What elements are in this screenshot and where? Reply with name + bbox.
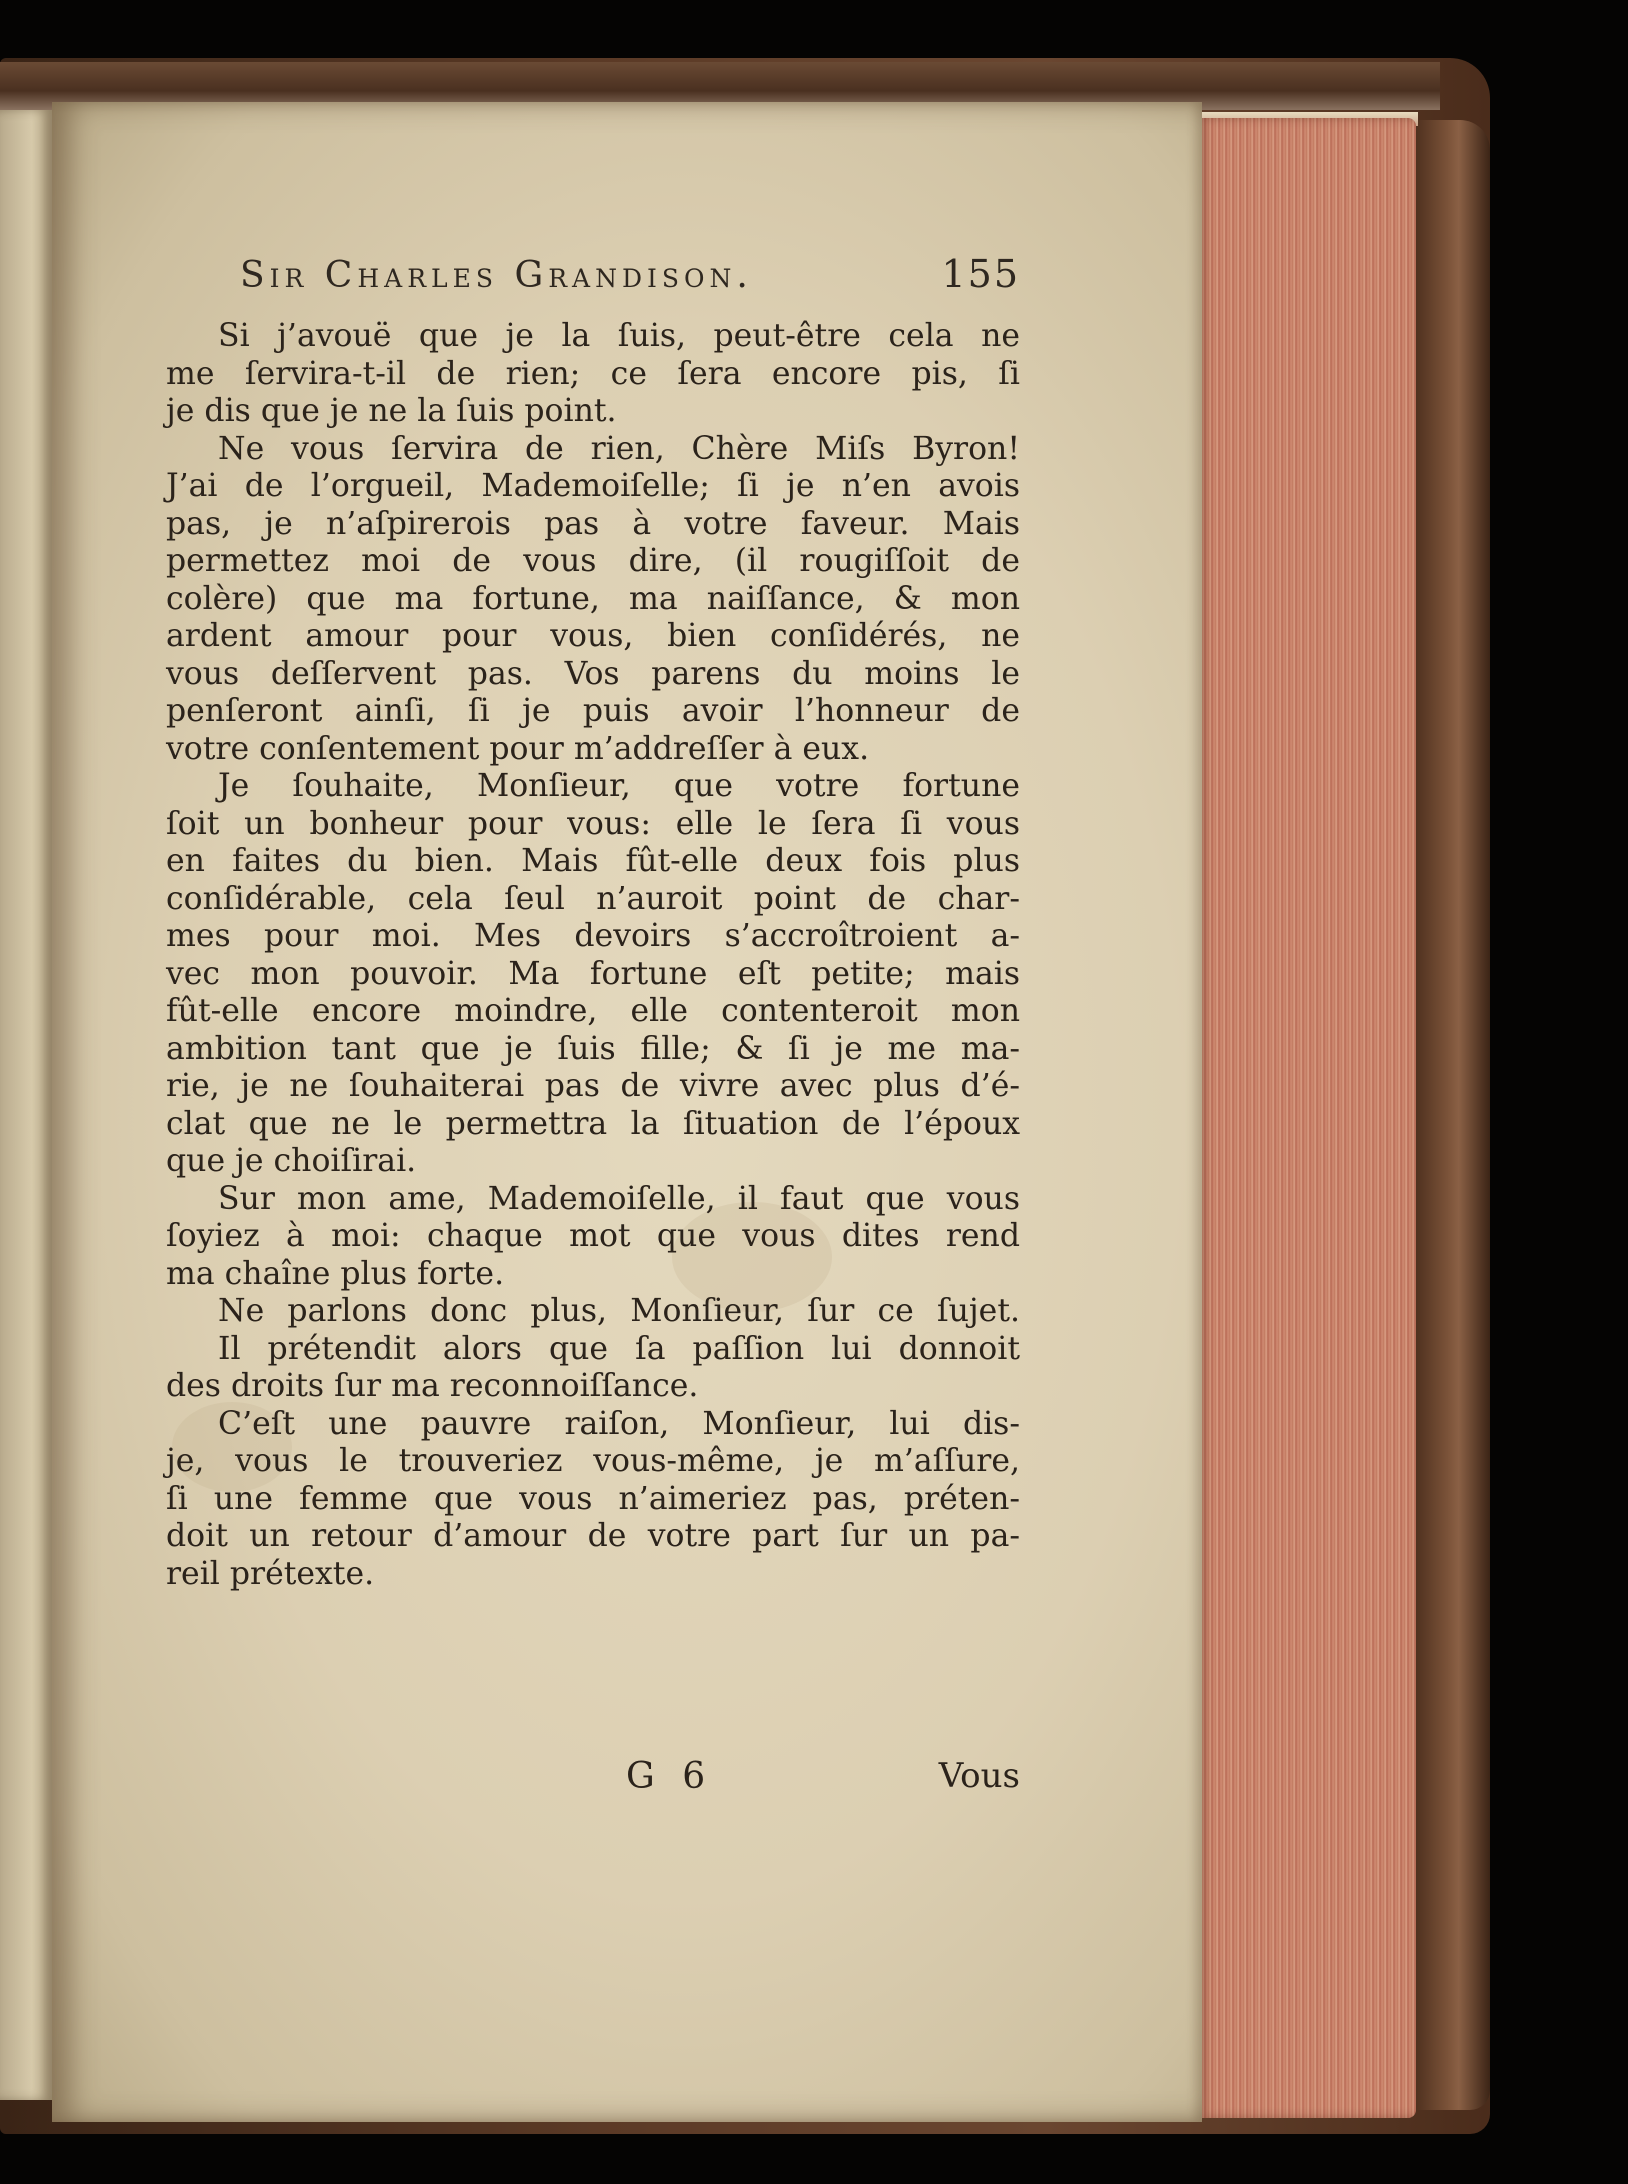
page-number: 155	[941, 252, 1020, 296]
text-line: conſidérable, cela ſeul n’auroit point de char-	[166, 880, 1020, 917]
text-line: Si j’avouë que je la ſuis, peut-être cela ne	[218, 318, 1020, 354]
text-line: J’ai de l’orgueil, Mademoiſelle; ſi je n’en avois	[166, 468, 1020, 504]
text-line: permettez moi de vous dire, (il rougiſſoit de	[166, 543, 1020, 579]
text-line: que je choiſirai.	[166, 1143, 417, 1179]
text-line: des droits ſur ma reconnoiſſance.	[166, 1368, 699, 1404]
text-line: pas, je n’aſpirerois pas à votre faveur. Mais	[166, 505, 1020, 542]
text-line: vous deſſervent pas. Vos parens du moins le	[166, 655, 1020, 692]
red-page-edges	[1198, 118, 1416, 2118]
text-line: Sur mon ame, Mademoiſelle, il faut que vous	[218, 1180, 1020, 1217]
text-line: ambition tant que je ſuis fille; & ſi je me ma-	[166, 1030, 1020, 1067]
text-line: rie, je ne ſouhaiterai pas de vivre avec plus d’é-	[166, 1068, 1020, 1104]
text-line: en faites du bien. Mais fût-elle deux fois plus	[166, 843, 1020, 879]
text-line: ſoit un bonheur pour vous: elle le ſera ſi vous	[166, 805, 1020, 842]
text-line: me ſervira-t-il de rien; ce ſera encore pis, ſi	[166, 355, 1020, 392]
page-header	[240, 252, 1020, 296]
text-line: votre conſentement pour m’addreſſer à eux.	[166, 730, 870, 767]
text-line: Il prétendit alors que ſa paſſion lui donnoit	[218, 1330, 1020, 1367]
text-line: colère) que ma fortune, ma naiſſance, & mon	[166, 580, 1020, 617]
text-line: reil prétexte.	[166, 1555, 375, 1592]
facing-page-sliver	[0, 110, 52, 2100]
text-line: je dis que je ne la ſuis point.	[166, 393, 617, 429]
leather-cover-edge	[1412, 120, 1490, 2110]
text-line: Ne vous ſervira de rien, Chère Miſs Byron!	[218, 430, 1020, 467]
page-body-text	[166, 318, 1020, 1593]
text-line: Ne parlons donc plus, Monſieur, ſur ce ſujet.	[218, 1293, 1020, 1329]
text-line: ardent amour pour vous, bien conſidérés, ne	[166, 618, 1020, 654]
catchword: Vous	[938, 1756, 1020, 1796]
text-line: ſi une femme que vous n’aimeriez pas, préten-	[166, 1480, 1020, 1517]
text-line: doit un retour d’amour de votre part ſur un pa-	[166, 1518, 1020, 1554]
page-footer	[166, 1756, 1020, 1800]
text-line: penſeront ainſi, ſi je puis avoir l’honneur de	[166, 693, 1020, 729]
text-line: fût-elle encore moindre, elle contenteroit mon	[166, 993, 1020, 1029]
text-line: clat que ne le permettra la ſituation de l’époux	[166, 1105, 1020, 1142]
text-line: Je ſouhaite, Monſieur, que votre fortune	[218, 768, 1020, 804]
text-line: vec mon pouvoir. Ma fortune eſt petite; mais	[166, 955, 1020, 992]
text-line: ſoyiez à moi: chaque mot que vous dites rend	[166, 1218, 1020, 1254]
signature-mark: G 6	[626, 1756, 714, 1797]
text-line: ma chaîne plus forte.	[166, 1255, 505, 1292]
text-line: C’eſt une pauvre raiſon, Monſieur, lui dis-	[218, 1405, 1020, 1442]
text-line: je, vous le trouveriez vous-même, je m’aſſure,	[166, 1443, 1020, 1479]
running-head: Sir Charles Grandison.	[240, 255, 753, 296]
text-line: mes pour moi. Mes devoirs s’accroîtroient a-	[166, 918, 1020, 954]
